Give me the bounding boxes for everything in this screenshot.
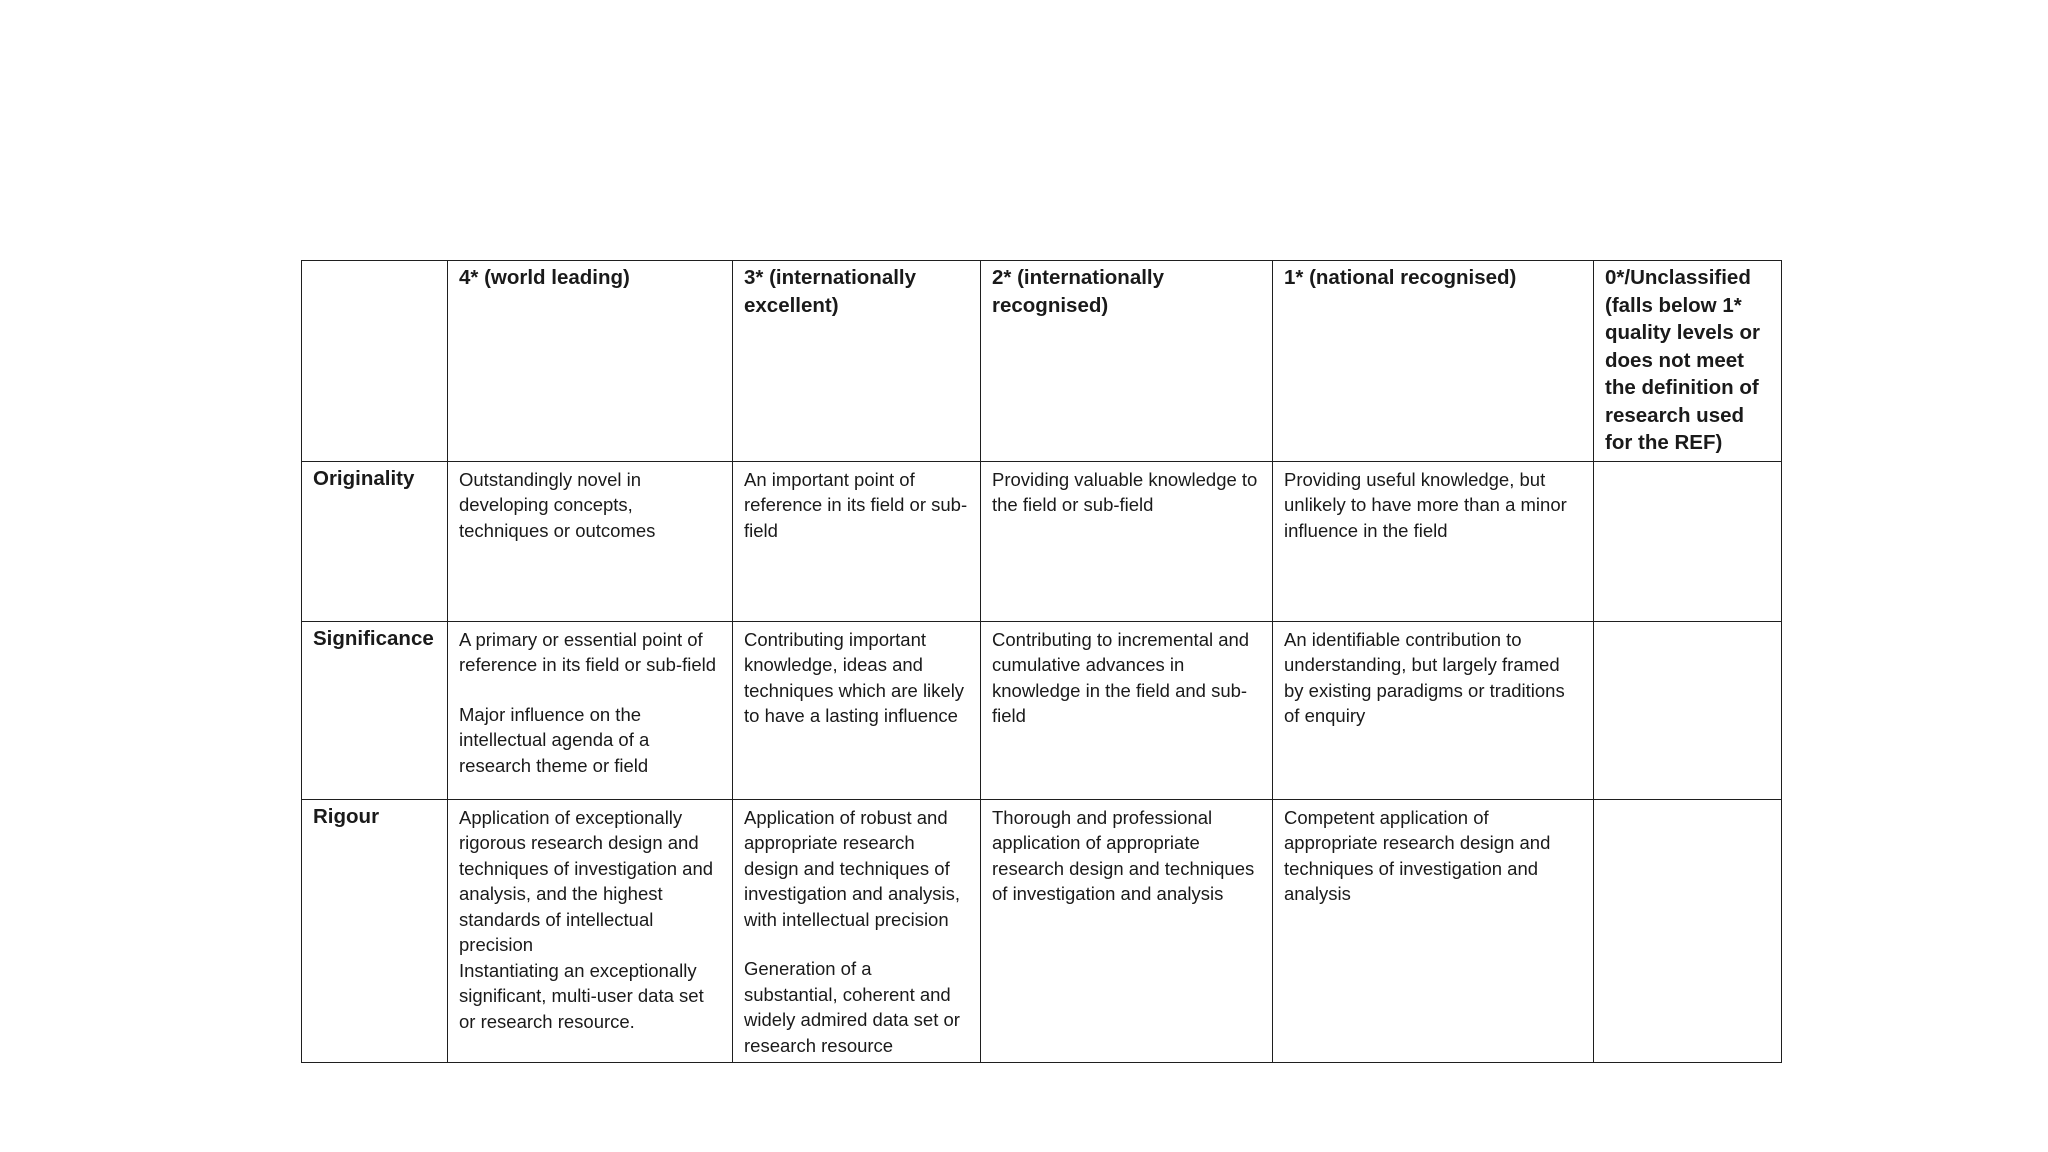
cell-paragraph: Generation of a substantial, coherent and widely admired data set or research resource (744, 958, 960, 1056)
cell-originality-unclassified (1594, 461, 1782, 621)
corner-cell (302, 261, 448, 462)
cell-originality-2-star: Providing valuable knowledge to the field or sub-field (981, 461, 1273, 621)
column-header-unclassified: 0*/Unclassified (falls below 1* quality levels or does not meet the definition of research used for the REF) (1594, 261, 1782, 462)
cell-paragraph: Application of exceptionally rigorous research design and techniques of investigation and analysis, and the highest standards of intellectual precision (459, 806, 714, 955)
column-header-2-star: 2* (internationally recognised) (981, 261, 1273, 462)
cell-originality-3-star: An important point of reference in its field or sub-field (733, 461, 981, 621)
column-header-4-star: 4* (world leading) (448, 261, 733, 462)
cell-paragraph: Major influence on the intellectual agenda of a research theme or field (459, 703, 650, 776)
cell-significance-4-star (448, 621, 733, 799)
cell-significance-3-star: Contributing important knowledge, ideas and techniques which are likely to have a lasting influence (733, 621, 981, 799)
cell-paragraph: A primary or essential point of reference in its field or sub-field (459, 628, 717, 675)
cell-rigour-2-star: Thorough and professional application of appropriate research design and techniques of investigation and analysis (981, 799, 1273, 1063)
table-header-row (302, 261, 1782, 462)
column-header-3-star: 3* (internationally excellent) (733, 261, 981, 462)
table-row (302, 621, 1782, 799)
cell-rigour-1-star: Competent application of appropriate research design and techniques of investigation and analysis (1273, 799, 1594, 1063)
column-header-1-star: 1* (national recognised) (1273, 261, 1594, 462)
row-header-originality: Originality (302, 461, 448, 621)
cell-significance-1-star: An identifiable contribution to understanding, but largely framed by existing paradigms or traditions of enquiry (1273, 621, 1594, 799)
cell-significance-unclassified (1594, 621, 1782, 799)
cell-paragraph: Application of robust and appropriate research design and techniques of investigation and analysis, with intellectual precision (744, 806, 960, 930)
row-header-significance: Significance (302, 621, 448, 799)
table-row (302, 799, 1782, 1063)
cell-significance-2-star: Contributing to incremental and cumulative advances in knowledge in the field and sub-field (981, 621, 1273, 799)
row-header-rigour: Rigour (302, 799, 448, 1063)
cell-rigour-unclassified (1594, 799, 1782, 1063)
cell-originality-4-star: Outstandingly novel in developing concepts, techniques or outcomes (448, 461, 733, 621)
cell-paragraph: Instantiating an exceptionally significant, multi-user data set or research resource. (459, 959, 704, 1032)
cell-rigour-4-star (448, 799, 733, 1063)
quality-levels-table (301, 260, 1782, 1063)
table-row (302, 461, 1782, 621)
cell-rigour-3-star (733, 799, 981, 1063)
cell-originality-1-star: Providing useful knowledge, but unlikely to have more than a minor influence in the field (1273, 461, 1594, 621)
